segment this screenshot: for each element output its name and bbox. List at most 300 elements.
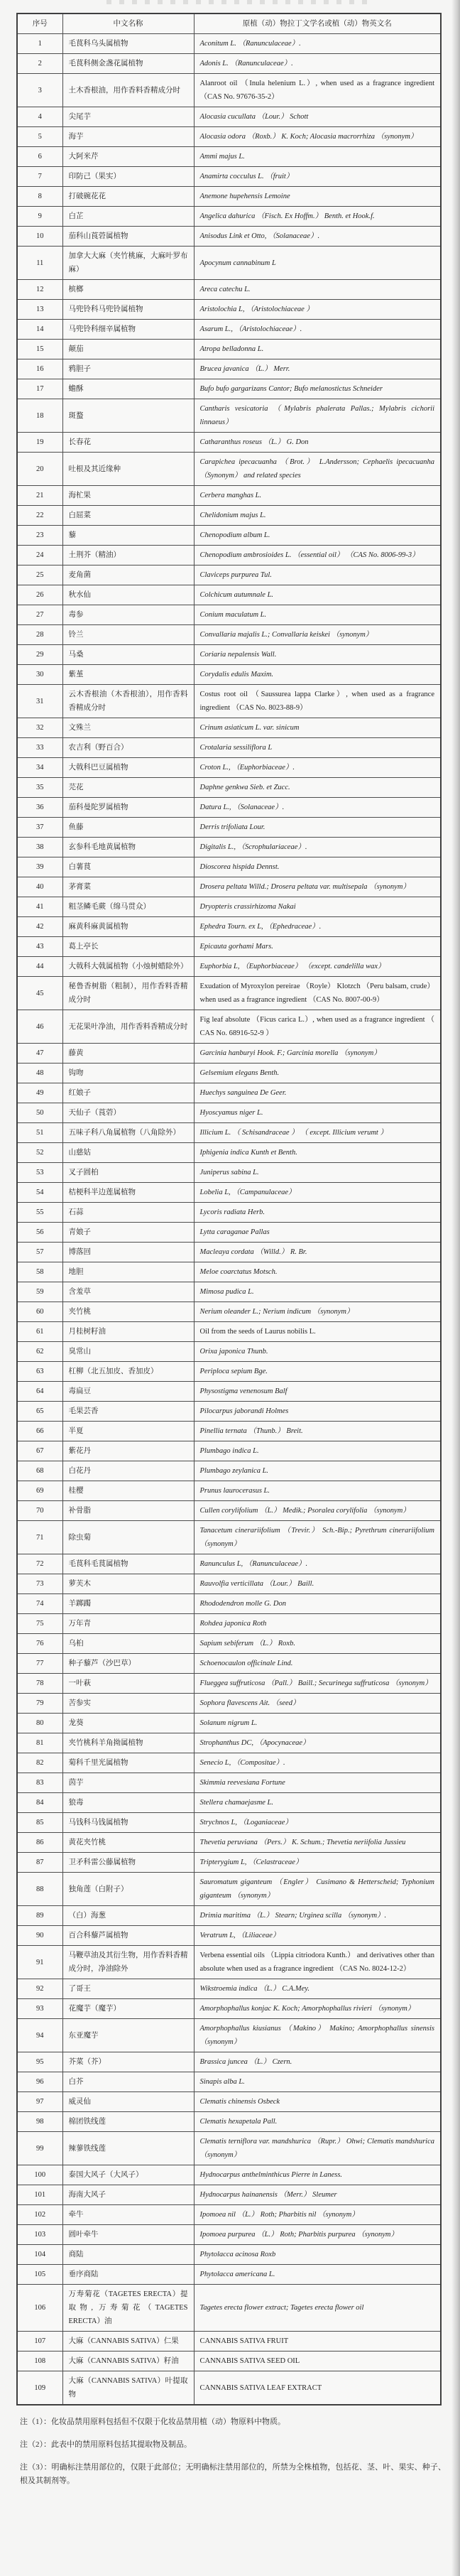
chinese-name-cell: 含羞草 <box>62 1282 194 1302</box>
latin-name-cell: Amorphophallus kiusianus （Makino） Makino; Amorphophallus sinensis （synonym） <box>194 2019 441 2052</box>
table-row <box>17 1554 441 1574</box>
chinese-name-cell: 鱼藤 <box>62 818 194 838</box>
chinese-name-cell: 大戟科大戟属植物（小烛树蜡除外） <box>62 957 194 977</box>
chinese-name-cell: 藜 <box>62 526 194 546</box>
chinese-name-cell: 狼毒 <box>62 1793 194 1813</box>
table-row <box>17 399 441 433</box>
table-row <box>17 645 441 665</box>
chinese-name-cell: 萝芙木 <box>62 1574 194 1594</box>
row-number-cell: 107 <box>17 2332 62 2352</box>
table-row <box>17 1282 441 1302</box>
latin-name-cell: Alocasia cucullata （Lour.） Schott <box>194 107 441 127</box>
latin-name-cell: Anemone hupehensis Lemoine <box>194 187 441 207</box>
row-number-cell: 93 <box>17 1999 62 2019</box>
chinese-name-cell: 紫花丹 <box>62 1441 194 1461</box>
row-number-cell: 11 <box>17 247 62 280</box>
chinese-name-cell: 圆叶牵牛 <box>62 2225 194 2245</box>
chinese-name-cell: 紫堇 <box>62 665 194 685</box>
latin-name-cell: Ephedra Tourn. ex L, （Ephedraceae）. <box>194 917 441 937</box>
chinese-name-cell: 桔梗科半边莲属植物 <box>62 1183 194 1203</box>
latin-name-cell: Cantharis vesicatoria （Mylabris phalerata Pallas.; Mylabris cichorii linnaeus） <box>194 399 441 433</box>
latin-name-cell: Carapichea ipecacuanha （Brot.） L.Andersson; Cephaelis ipecacuanha （Synonym） and related species <box>194 453 441 486</box>
row-number-cell: 76 <box>17 1634 62 1654</box>
chinese-name-cell: 龙葵 <box>62 1714 194 1733</box>
row-number-cell: 66 <box>17 1422 62 1441</box>
table-row <box>17 2112 441 2132</box>
latin-name-cell: Illicium L. （ Schisandraceae ） （ except. Illicium verumt ） <box>194 1123 441 1143</box>
latin-name-cell: Adonis L. （Ranunculaceae）. <box>194 54 441 74</box>
row-number-cell: 75 <box>17 1614 62 1634</box>
table-row <box>17 1654 441 1674</box>
chinese-name-cell: 海芋 <box>62 127 194 147</box>
chinese-name-cell: 吐根及其近缘种 <box>62 453 194 486</box>
latin-name-cell: Gelsemium elegans Benth. <box>194 1064 441 1083</box>
chinese-name-cell: 马钱科马钱属植物 <box>62 1813 194 1833</box>
latin-name-cell: Amorphophallus konjac K. Koch; Amorphophallus rivieri （synonym） <box>194 1999 441 2019</box>
row-number-cell: 50 <box>17 1103 62 1123</box>
row-number-cell: 80 <box>17 1714 62 1733</box>
row-number-cell: 57 <box>17 1243 62 1262</box>
latin-name-cell: Garcinia hanburyi Hook. F.; Garcinia morella （synonym） <box>194 1044 441 1064</box>
chinese-name-cell: 土木香根油，用作香料香精成分时 <box>62 74 194 107</box>
latin-name-cell: Iphigenia indica Kunth et Benth. <box>194 1143 441 1163</box>
table-row <box>17 565 441 585</box>
row-number-cell: 89 <box>17 1906 62 1926</box>
latin-name-cell: Daphne genkwa Sieb. et Zucc. <box>194 778 441 798</box>
table-row <box>17 1163 441 1183</box>
table-row <box>17 1906 441 1926</box>
row-number-cell: 8 <box>17 187 62 207</box>
table-row <box>17 1853 441 1873</box>
table-row <box>17 1402 441 1422</box>
table-row <box>17 300 441 320</box>
row-number-cell: 9 <box>17 207 62 227</box>
table-row <box>17 877 441 897</box>
row-number-cell: 30 <box>17 665 62 685</box>
row-number-cell: 10 <box>17 227 62 247</box>
table-row <box>17 359 441 379</box>
note-2: 注（2）：此表中的禁用原料包括其提取物及制品。 <box>20 2440 192 2449</box>
chinese-name-cell: 鸦胆子 <box>62 359 194 379</box>
table-row <box>17 625 441 645</box>
row-number-cell: 31 <box>17 685 62 718</box>
chinese-name-cell: 茵芋 <box>62 1773 194 1793</box>
latin-name-cell: Clematis terniflora var. mandshurica （Rupr.） Ohwi; Clematis mandshurica （synonym） <box>194 2132 441 2165</box>
chinese-name-cell: 大阿米芹 <box>62 147 194 167</box>
row-number-cell: 100 <box>17 2165 62 2185</box>
latin-name-cell: Brucea javanica （L.） Merr. <box>194 359 441 379</box>
row-number-cell: 68 <box>17 1461 62 1481</box>
latin-name-cell: Sapium sebiferum （L.） Roxb. <box>194 1634 441 1654</box>
latin-name-cell: Periploca sepium Bge. <box>194 1362 441 1382</box>
latin-name-cell: Sophora flavescens Ait. （seed） <box>194 1694 441 1714</box>
row-number-cell: 1 <box>17 34 62 54</box>
chinese-name-cell: 牵牛 <box>62 2205 194 2225</box>
table-row <box>17 1302 441 1322</box>
chinese-name-cell: 无花果叶净油，用作香料香精成分时 <box>62 1010 194 1044</box>
table-row <box>17 74 441 107</box>
row-number-cell: 22 <box>17 506 62 526</box>
latin-name-cell: Euphorbia L, （Euphorbiaceae） （except. candelilla wax） <box>194 957 441 977</box>
table-row <box>17 1946 441 1979</box>
latin-name-cell: Lycoris radiata Herb. <box>194 1203 441 1223</box>
latin-name-cell: Chenopodium album L. <box>194 526 441 546</box>
table-row <box>17 917 441 937</box>
latin-name-cell: Bufo bufo gargarizans Cantor; Bufo melanostictus Schneider <box>194 379 441 399</box>
row-number-cell: 81 <box>17 1733 62 1753</box>
latin-name-cell: Macleaya cordata （Willd.） R. Br. <box>194 1243 441 1262</box>
table-row <box>17 605 441 625</box>
latin-name-cell: Crotalaria sessiliflora L <box>194 738 441 758</box>
table-row <box>17 778 441 798</box>
table-row <box>17 2092 441 2112</box>
latin-name-cell: Stellera chamaejasme L. <box>194 1793 441 1813</box>
chinese-name-cell: 白薯茛 <box>62 857 194 877</box>
table-row <box>17 207 441 227</box>
row-number-cell: 26 <box>17 585 62 605</box>
row-number-cell: 35 <box>17 778 62 798</box>
table-row <box>17 247 441 280</box>
row-number-cell: 34 <box>17 758 62 778</box>
table-row <box>17 1501 441 1521</box>
latin-name-cell: Oil from the seeds of Laurus nobilis L. <box>194 1322 441 1342</box>
row-number-cell: 73 <box>17 1574 62 1594</box>
table-row <box>17 1521 441 1554</box>
latin-name-cell: Apocynum cannabinum L <box>194 247 441 280</box>
table-row <box>17 1594 441 1614</box>
chinese-name-cell: 打破碗花花 <box>62 187 194 207</box>
table-row <box>17 1574 441 1594</box>
row-number-cell: 3 <box>17 74 62 107</box>
chinese-name-cell: 垂序商陆 <box>62 2265 194 2285</box>
table-row <box>17 2245 441 2265</box>
scan-edge-shade <box>451 0 460 2576</box>
chinese-name-cell: 马兜铃科细辛属植物 <box>62 320 194 340</box>
row-number-cell: 33 <box>17 738 62 758</box>
row-number-cell: 85 <box>17 1813 62 1833</box>
row-number-cell: 55 <box>17 1203 62 1223</box>
chinese-name-cell: 云木香根油（木香根油），用作香料香精成分时 <box>62 685 194 718</box>
table-row <box>17 1064 441 1083</box>
chinese-name-cell: 麦角菌 <box>62 565 194 585</box>
row-number-cell: 56 <box>17 1223 62 1243</box>
table-row <box>17 1694 441 1714</box>
row-number-cell: 105 <box>17 2265 62 2285</box>
latin-name-cell: Coriaria nepalensis Wall. <box>194 645 441 665</box>
chinese-name-cell: 万寿菊花（TAGETES ERECTA）提取物, 万寿菊花（TAGETES ERECTA）油 <box>62 2285 194 2332</box>
latin-name-cell: Plumbago indica L. <box>194 1441 441 1461</box>
latin-name-cell: Skimmia reevesiana Fortune <box>194 1773 441 1793</box>
chinese-name-cell: 商陆 <box>62 2245 194 2265</box>
chinese-name-cell: 毛茛科乌头属植物 <box>62 34 194 54</box>
latin-name-cell: Angelica dahurica （Fisch. Ex Hoffm.） Benth. et Hook.f. <box>194 207 441 227</box>
chinese-name-cell: 农吉利（野百合） <box>62 738 194 758</box>
row-number-cell: 29 <box>17 645 62 665</box>
latin-name-cell: Ammi majus L. <box>194 147 441 167</box>
latin-name-cell: Rhododendron molle G. Don <box>194 1594 441 1614</box>
chinese-name-cell: 羊踯躅 <box>62 1594 194 1614</box>
chinese-name-cell: 文殊兰 <box>62 718 194 738</box>
table-row <box>17 957 441 977</box>
table-row <box>17 1926 441 1946</box>
latin-name-cell: Brassica juncea （L.） Czern. <box>194 2052 441 2072</box>
chinese-name-cell: 黄花夹竹桃 <box>62 1833 194 1853</box>
row-number-cell: 62 <box>17 1342 62 1362</box>
table-row <box>17 838 441 857</box>
table-row <box>17 1183 441 1203</box>
row-number-cell: 48 <box>17 1064 62 1083</box>
latin-name-cell: Pinellia ternata （Thunb.） Breit. <box>194 1422 441 1441</box>
latin-name-cell: Asarum L., （Aristolochiaceae）. <box>194 320 441 340</box>
row-number-cell: 20 <box>17 453 62 486</box>
table-row <box>17 506 441 526</box>
row-number-cell: 7 <box>17 167 62 187</box>
latin-name-cell: Costus root oil （Saussurea lappa Clarke）, when used as a fragrance ingredient （CAS No. 8023-88-9） <box>194 685 441 718</box>
latin-name-cell: Juniperus sabina L. <box>194 1163 441 1183</box>
chinese-name-cell: 斑蝥 <box>62 399 194 433</box>
latin-name-cell: Exudation of Myroxylon pereirae （Royle） Klotzch （Peru balsam, crude） when used as a fragrance ingredient （CAS No. 8007-00-9） <box>194 977 441 1010</box>
chinese-name-cell: 大麻（CANNABIS SATIVA）仁果 <box>62 2332 194 2352</box>
row-number-cell: 63 <box>17 1362 62 1382</box>
table-row <box>17 127 441 147</box>
latin-name-cell: Areca catechu L. <box>194 280 441 300</box>
row-number-cell: 90 <box>17 1926 62 1946</box>
chinese-name-cell: 种子藜芦（沙巴草） <box>62 1654 194 1674</box>
row-number-cell: 88 <box>17 1873 62 1906</box>
latin-name-cell: Clematis chinensis Osbeck <box>194 2092 441 2112</box>
chinese-name-cell: 五味子科八角属植物（八角除外） <box>62 1123 194 1143</box>
chinese-name-cell: 蟾酥 <box>62 379 194 399</box>
table-row <box>17 1382 441 1402</box>
chinese-name-cell: 独角莲（白附子） <box>62 1873 194 1906</box>
latin-name-cell: Claviceps purpurea Tul. <box>194 565 441 585</box>
latin-name-cell: Tagetes erecta flower extract; Tagetes erecta flower oil <box>194 2285 441 2332</box>
chinese-name-cell: 卫矛科雷公藤属植物 <box>62 1853 194 1873</box>
table-row <box>17 1123 441 1143</box>
table-row <box>17 1481 441 1501</box>
row-number-cell: 40 <box>17 877 62 897</box>
latin-name-cell: Tripterygium L, （Celastraceae） <box>194 1853 441 1873</box>
latin-name-cell: Huechys sanguinea De Geer. <box>194 1083 441 1103</box>
chinese-name-cell: 麻黄科麻黄属植物 <box>62 917 194 937</box>
row-number-cell: 38 <box>17 838 62 857</box>
chinese-name-cell: 杠柳（北五加皮、香加皮） <box>62 1362 194 1382</box>
table-row <box>17 1674 441 1694</box>
chinese-name-cell: 颠茄 <box>62 340 194 359</box>
latin-name-cell: Aristolochia L, （Aristolochiaceae ） <box>194 300 441 320</box>
chinese-name-cell: 百合科藜芦属植物 <box>62 1926 194 1946</box>
latin-name-cell: Derris trifoliata Lour. <box>194 818 441 838</box>
latin-name-cell: Strophanthus DC, （Apocynaceae） <box>194 1733 441 1753</box>
chinese-name-cell: 长春花 <box>62 433 194 453</box>
chinese-name-cell: 泰国大风子（大风子） <box>62 2165 194 2185</box>
latin-name-cell: Meloe coarctatus Motsch. <box>194 1262 441 1282</box>
table-row <box>17 685 441 718</box>
row-number-cell: 18 <box>17 399 62 433</box>
row-number-cell: 21 <box>17 486 62 506</box>
latin-name-cell: Physostigma venenosum Balf <box>194 1382 441 1402</box>
chinese-name-cell: 地胆 <box>62 1262 194 1282</box>
chinese-name-cell: 秘鲁香树脂（粗制），用作香料香精成分时 <box>62 977 194 1010</box>
table-row <box>17 2052 441 2072</box>
table-row <box>17 718 441 738</box>
chinese-name-cell: 加拿大大麻（夹竹桃麻，大麻叶罗布麻） <box>62 247 194 280</box>
row-number-cell: 45 <box>17 977 62 1010</box>
chinese-name-cell: 红娘子 <box>62 1083 194 1103</box>
chinese-name-cell: 石蒜 <box>62 1203 194 1223</box>
row-number-cell: 70 <box>17 1501 62 1521</box>
table-row <box>17 2332 441 2352</box>
chinese-name-cell: 白屈菜 <box>62 506 194 526</box>
chinese-name-cell: 天仙子（莨菪） <box>62 1103 194 1123</box>
latin-name-cell: Nerium oleander L.; Nerium indicum （synonym） <box>194 1302 441 1322</box>
table-row <box>17 1262 441 1282</box>
row-number-cell: 5 <box>17 127 62 147</box>
row-number-cell: 77 <box>17 1654 62 1674</box>
chinese-name-cell: 茄科曼陀罗属植物 <box>62 798 194 818</box>
chinese-name-cell: 苦参实 <box>62 1694 194 1714</box>
chinese-name-cell: 山慈姑 <box>62 1143 194 1163</box>
latin-name-cell: Verbena essential oils （Lippia citriodora Kunth.） and derivatives other than absolute when used as a fragrance ingredient （CAS No. 8024-12-2） <box>194 1946 441 1979</box>
table-row <box>17 1833 441 1853</box>
chinese-name-cell: 马鞭草油及其衍生物，用作香料香精成分时，净油除外 <box>62 1946 194 1979</box>
table-row <box>17 1010 441 1044</box>
chinese-name-cell: 菊科千里光属植物 <box>62 1753 194 1773</box>
latin-name-cell: Ranunculus L, （Ranunculaceae）. <box>194 1554 441 1574</box>
chinese-name-cell: 毛茛科侧金盏花属植物 <box>62 54 194 74</box>
table-row <box>17 585 441 605</box>
table-row <box>17 107 441 127</box>
row-number-cell: 2 <box>17 54 62 74</box>
chinese-name-cell: 铃兰 <box>62 625 194 645</box>
row-number-cell: 14 <box>17 320 62 340</box>
latin-name-cell: CANNABIS SATIVA SEED OIL <box>194 2352 441 2371</box>
chinese-name-cell: 葛上亭长 <box>62 937 194 957</box>
prohibited-ingredients-table <box>16 13 442 2405</box>
latin-name-cell: Atropa belladonna L. <box>194 340 441 359</box>
row-number-cell: 108 <box>17 2352 62 2371</box>
latin-name-cell: CANNABIS SATIVA FRUIT <box>194 2332 441 2352</box>
chinese-name-cell: 毒扁豆 <box>62 1382 194 1402</box>
row-number-cell: 6 <box>17 147 62 167</box>
chinese-name-cell: 毒参 <box>62 605 194 625</box>
table-header-row <box>17 13 441 34</box>
row-number-cell: 23 <box>17 526 62 546</box>
table-row <box>17 1422 441 1441</box>
latin-name-cell: Phytolacca acinosa Roxb <box>194 2245 441 2265</box>
latin-name-cell: Veratrum L, （Liliaceae） <box>194 1926 441 1946</box>
chinese-name-cell: 大麻（CANNABIS SATIVA）籽油 <box>62 2352 194 2371</box>
table-row <box>17 738 441 758</box>
row-number-cell: 53 <box>17 1163 62 1183</box>
table-row <box>17 1773 441 1793</box>
table-row <box>17 379 441 399</box>
table-row <box>17 320 441 340</box>
row-number-cell: 28 <box>17 625 62 645</box>
table-row <box>17 1714 441 1733</box>
row-number-cell: 84 <box>17 1793 62 1813</box>
latin-name-cell: Hyoscyamus niger L. <box>194 1103 441 1123</box>
latin-name-cell: Sauromatum giganteum （Engler） Cusimano & Hetterscheid; Typhonium giganteum （synonym） <box>194 1873 441 1906</box>
latin-name-cell: Cullen corylifolium （L.） Medik.; Psoralea corylifolia （synonym） <box>194 1501 441 1521</box>
row-number-cell: 78 <box>17 1674 62 1694</box>
table-row <box>17 1044 441 1064</box>
table-row <box>17 1103 441 1123</box>
table-row <box>17 1441 441 1461</box>
row-number-cell: 94 <box>17 2019 62 2052</box>
table-row <box>17 2371 441 2405</box>
chinese-name-cell: 花魔芋（魔芋） <box>62 1999 194 2019</box>
table-row <box>17 280 441 300</box>
latin-name-cell: Alocasia odora （Roxb.） K. Koch; Alocasia macrorrhiza （synonym） <box>194 127 441 147</box>
table-row <box>17 1979 441 1999</box>
table-row <box>17 758 441 778</box>
row-number-cell: 46 <box>17 1010 62 1044</box>
row-number-cell: 72 <box>17 1554 62 1574</box>
table-row <box>17 897 441 917</box>
table-row <box>17 2205 441 2225</box>
table-row <box>17 2225 441 2245</box>
chinese-name-cell: 秋水仙 <box>62 585 194 605</box>
row-number-cell: 65 <box>17 1402 62 1422</box>
table-row <box>17 1999 441 2019</box>
row-number-cell: 51 <box>17 1123 62 1143</box>
latin-name-cell: Anisodus Link et Otto, （Solanaceae）. <box>194 227 441 247</box>
table-row <box>17 1753 441 1773</box>
table-row <box>17 937 441 957</box>
latin-name-cell: Crinum asiaticum L. var. sinicum <box>194 718 441 738</box>
latin-name-cell: Catharanthus roseus （L.） G. Don <box>194 433 441 453</box>
row-number-cell: 32 <box>17 718 62 738</box>
table-row <box>17 453 441 486</box>
row-number-cell: 60 <box>17 1302 62 1322</box>
row-number-cell: 19 <box>17 433 62 453</box>
latin-name-cell: Epicauta gorhami Mars. <box>194 937 441 957</box>
latin-name-cell: Ipomoea purpurea （L.） Roth; Pharbitis purpurea （synonym） <box>194 2225 441 2245</box>
latin-name-cell: Drosera peltata Willd.; Drosera peltata var. multisepala （synonym） <box>194 877 441 897</box>
row-number-cell: 15 <box>17 340 62 359</box>
row-number-cell: 44 <box>17 957 62 977</box>
row-number-cell: 41 <box>17 897 62 917</box>
chinese-name-cell: 威灵仙 <box>62 2092 194 2112</box>
row-number-cell: 86 <box>17 1833 62 1853</box>
row-number-cell: 61 <box>17 1322 62 1342</box>
row-number-cell: 52 <box>17 1143 62 1163</box>
table-row <box>17 2285 441 2332</box>
chinese-name-cell: 白芷 <box>62 207 194 227</box>
latin-name-cell: Fig leaf absolute （Ficus carica L.）, when used as a fragrance ingredient （ CAS No. 68916-52-9 ） <box>194 1010 441 1044</box>
row-number-cell: 58 <box>17 1262 62 1282</box>
chinese-name-cell: 茄科山莨菪属植物 <box>62 227 194 247</box>
latin-name-cell: CANNABIS SATIVA LEAF EXTRACT <box>194 2371 441 2405</box>
row-number-cell: 98 <box>17 2112 62 2132</box>
latin-name-cell: Clematis hexapetala Pall. <box>194 2112 441 2132</box>
table-row <box>17 34 441 54</box>
chinese-name-cell: 海南大风子 <box>62 2185 194 2205</box>
latin-name-cell: Phytolacca americana L. <box>194 2265 441 2285</box>
chinese-name-cell: 藤黄 <box>62 1044 194 1064</box>
row-number-cell: 37 <box>17 818 62 838</box>
table-row <box>17 2132 441 2165</box>
chinese-name-cell: 大戟科巴豆属植物 <box>62 758 194 778</box>
latin-name-cell: Plumbago zeylanica L. <box>194 1461 441 1481</box>
table-row <box>17 977 441 1010</box>
row-number-cell: 71 <box>17 1521 62 1554</box>
chinese-name-cell: 芥菜（芥） <box>62 2052 194 2072</box>
chinese-name-cell: 尖尾芋 <box>62 107 194 127</box>
chinese-name-cell: 玄参科毛地黄属植物 <box>62 838 194 857</box>
latin-name-cell: Prunus laurocerasus L. <box>194 1481 441 1501</box>
